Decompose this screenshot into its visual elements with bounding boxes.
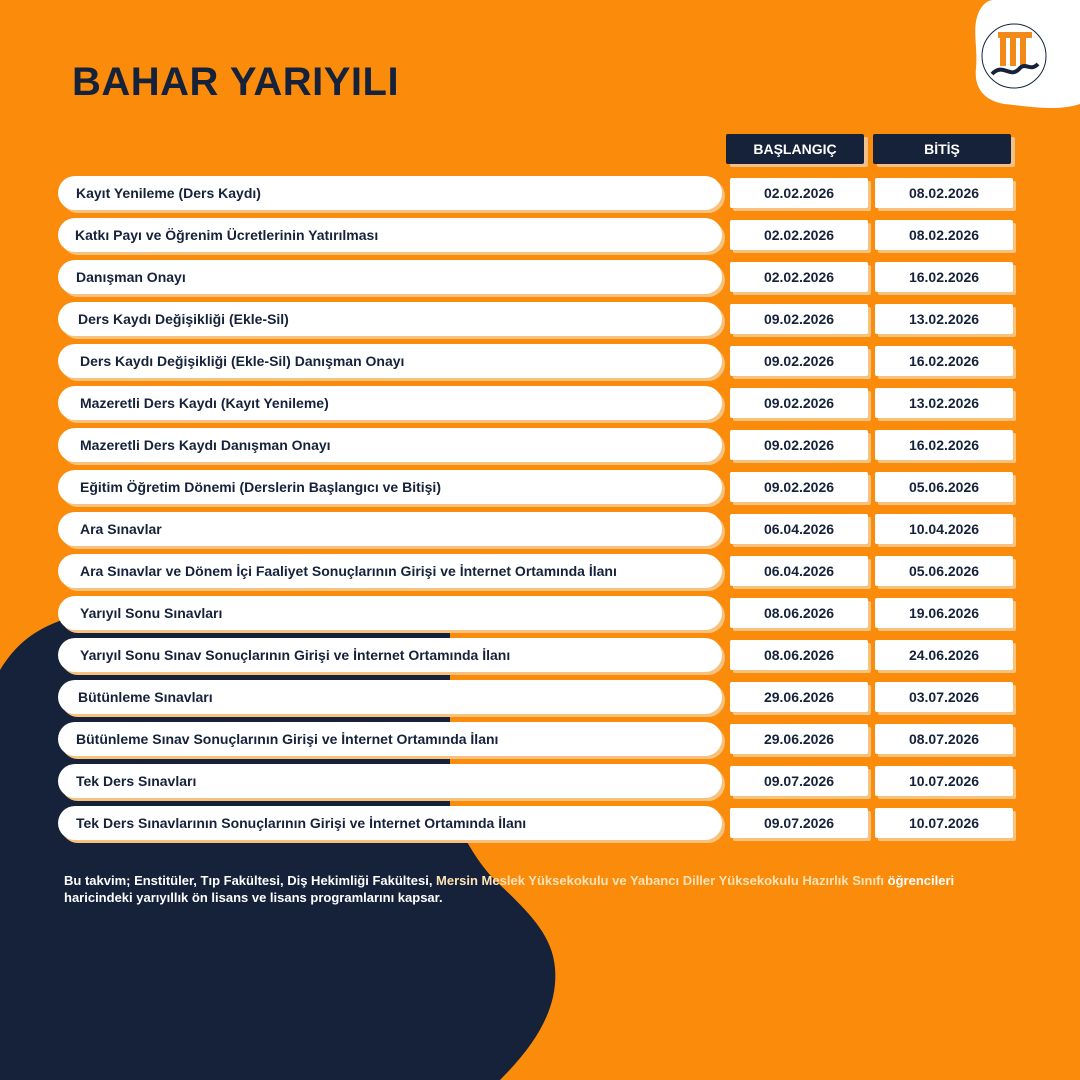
event-name: Ders Kaydı Değişikliği (Ekle-Sil): [78, 311, 289, 327]
schedule-row: [0, 386, 1080, 424]
event-name-pill: [58, 680, 722, 714]
schedule-row: [0, 260, 1080, 298]
column-header-end: BİTİŞ: [873, 134, 1011, 164]
event-name: Tek Ders Sınavları: [76, 773, 197, 789]
schedule-row: [0, 344, 1080, 382]
end-date-cell: 08.07.2026: [875, 724, 1013, 754]
schedule-row: [0, 512, 1080, 550]
event-name: Danışman Onayı: [76, 269, 186, 285]
end-date-cell: 13.02.2026: [875, 388, 1013, 418]
page-title: BAHAR YARIYILI: [72, 60, 400, 104]
schedule-row: [0, 218, 1080, 256]
end-date-cell: 19.06.2026: [875, 598, 1013, 628]
start-date-cell: 09.02.2026: [730, 388, 868, 418]
end-date-cell: 16.02.2026: [875, 262, 1013, 292]
event-name: Eğitim Öğretim Dönemi (Derslerin Başlangıcı ve Bitişi): [80, 479, 441, 495]
event-name-pill: [58, 344, 722, 378]
event-name-pill: [58, 470, 722, 504]
event-name-pill: [58, 428, 722, 462]
end-date-cell: 10.07.2026: [875, 808, 1013, 838]
footnote: [64, 872, 1004, 906]
footnote-part-3: öğrencileri haricindeki yarıyıllık ön lisans ve lisans programlarını kapsar.: [64, 873, 955, 905]
end-date-cell: 05.06.2026: [875, 556, 1013, 586]
start-date-cell: 06.04.2026: [730, 556, 868, 586]
end-date-cell: 24.06.2026: [875, 640, 1013, 670]
start-date-cell: 02.02.2026: [730, 220, 868, 250]
end-date-cell: 10.04.2026: [875, 514, 1013, 544]
event-name-pill: [58, 260, 722, 294]
event-name: Yarıyıl Sonu Sınav Sonuçlarının Girişi ve İnternet Ortamında İlanı: [80, 647, 511, 663]
start-date-cell: 29.06.2026: [730, 682, 868, 712]
start-date-cell: 09.02.2026: [730, 346, 868, 376]
start-date-cell: 02.02.2026: [730, 178, 868, 208]
end-date-cell: 13.02.2026: [875, 304, 1013, 334]
event-name-pill: [58, 722, 722, 756]
schedule-row: [0, 428, 1080, 466]
start-date-cell: 09.02.2026: [730, 304, 868, 334]
schedule-row: [0, 764, 1080, 802]
end-date-cell: 08.02.2026: [875, 220, 1013, 250]
event-name-pill: [58, 554, 722, 588]
event-name-pill: [58, 302, 722, 336]
event-name: Ara Sınavlar: [80, 521, 162, 537]
schedule-row: [0, 554, 1080, 592]
event-name: Bütünleme Sınav Sonuçlarının Girişi ve İnternet Ortamında İlanı: [76, 731, 499, 747]
start-date-cell: 29.06.2026: [730, 724, 868, 754]
event-name: Bütünleme Sınavları: [78, 689, 213, 705]
event-name: Mazeretli Ders Kaydı (Kayıt Yenileme): [80, 395, 329, 411]
start-date-cell: 06.04.2026: [730, 514, 868, 544]
schedule-row: [0, 596, 1080, 634]
start-date-cell: 08.06.2026: [730, 598, 868, 628]
event-name-pill: [58, 596, 722, 630]
start-date-cell: 09.07.2026: [730, 808, 868, 838]
start-date-cell: 09.07.2026: [730, 766, 868, 796]
end-date-cell: 16.02.2026: [875, 346, 1013, 376]
event-name-pill: [58, 638, 722, 672]
schedule-row: [0, 806, 1080, 844]
footnote-part-1: Bu takvim; Enstitüler, Tıp Fakültesi, Diş Hekimliği Fakültesi,: [64, 873, 437, 888]
event-name: Yarıyıl Sonu Sınavları: [80, 605, 223, 621]
event-name: Ders Kaydı Değişikliği (Ekle-Sil) Danışman Onayı: [80, 353, 405, 369]
event-name: Mazeretli Ders Kaydı Danışman Onayı: [80, 437, 331, 453]
event-name-pill: [58, 764, 722, 798]
end-date-cell: 16.02.2026: [875, 430, 1013, 460]
start-date-cell: 09.02.2026: [730, 430, 868, 460]
event-name-pill: [58, 176, 722, 210]
start-date-cell: 02.02.2026: [730, 262, 868, 292]
start-date-cell: 09.02.2026: [730, 472, 868, 502]
start-date-cell: 08.06.2026: [730, 640, 868, 670]
schedule-row: [0, 680, 1080, 718]
end-date-cell: 10.07.2026: [875, 766, 1013, 796]
schedule-row: [0, 470, 1080, 508]
schedule-row: [0, 176, 1080, 214]
footnote-part-2: Mersin Meslek Yüksekokulu ve Yabancı Diller Yüksekokulu Hazırlık Sınıfı: [436, 873, 885, 888]
end-date-cell: 08.02.2026: [875, 178, 1013, 208]
event-name-pill: [58, 386, 722, 420]
event-name: Kayıt Yenileme (Ders Kaydı): [76, 185, 261, 201]
event-name: Ara Sınavlar ve Dönem İçi Faaliyet Sonuçlarının Girişi ve İnternet Ortamında İlanı: [80, 563, 617, 579]
column-header-start: BAŞLANGIÇ: [726, 134, 864, 164]
end-date-cell: 05.06.2026: [875, 472, 1013, 502]
event-name: Katkı Payı ve Öğrenim Ücretlerinin Yatırılması: [75, 227, 379, 243]
event-name: Tek Ders Sınavlarının Sonuçlarının Girişi ve İnternet Ortamında İlanı: [76, 815, 527, 831]
schedule-row: [0, 302, 1080, 340]
event-name-pill: [58, 512, 722, 546]
end-date-cell: 03.07.2026: [875, 682, 1013, 712]
schedule-row: [0, 638, 1080, 676]
event-name-pill: [58, 806, 722, 840]
schedule-row: [0, 722, 1080, 760]
event-name-pill: [58, 218, 722, 252]
